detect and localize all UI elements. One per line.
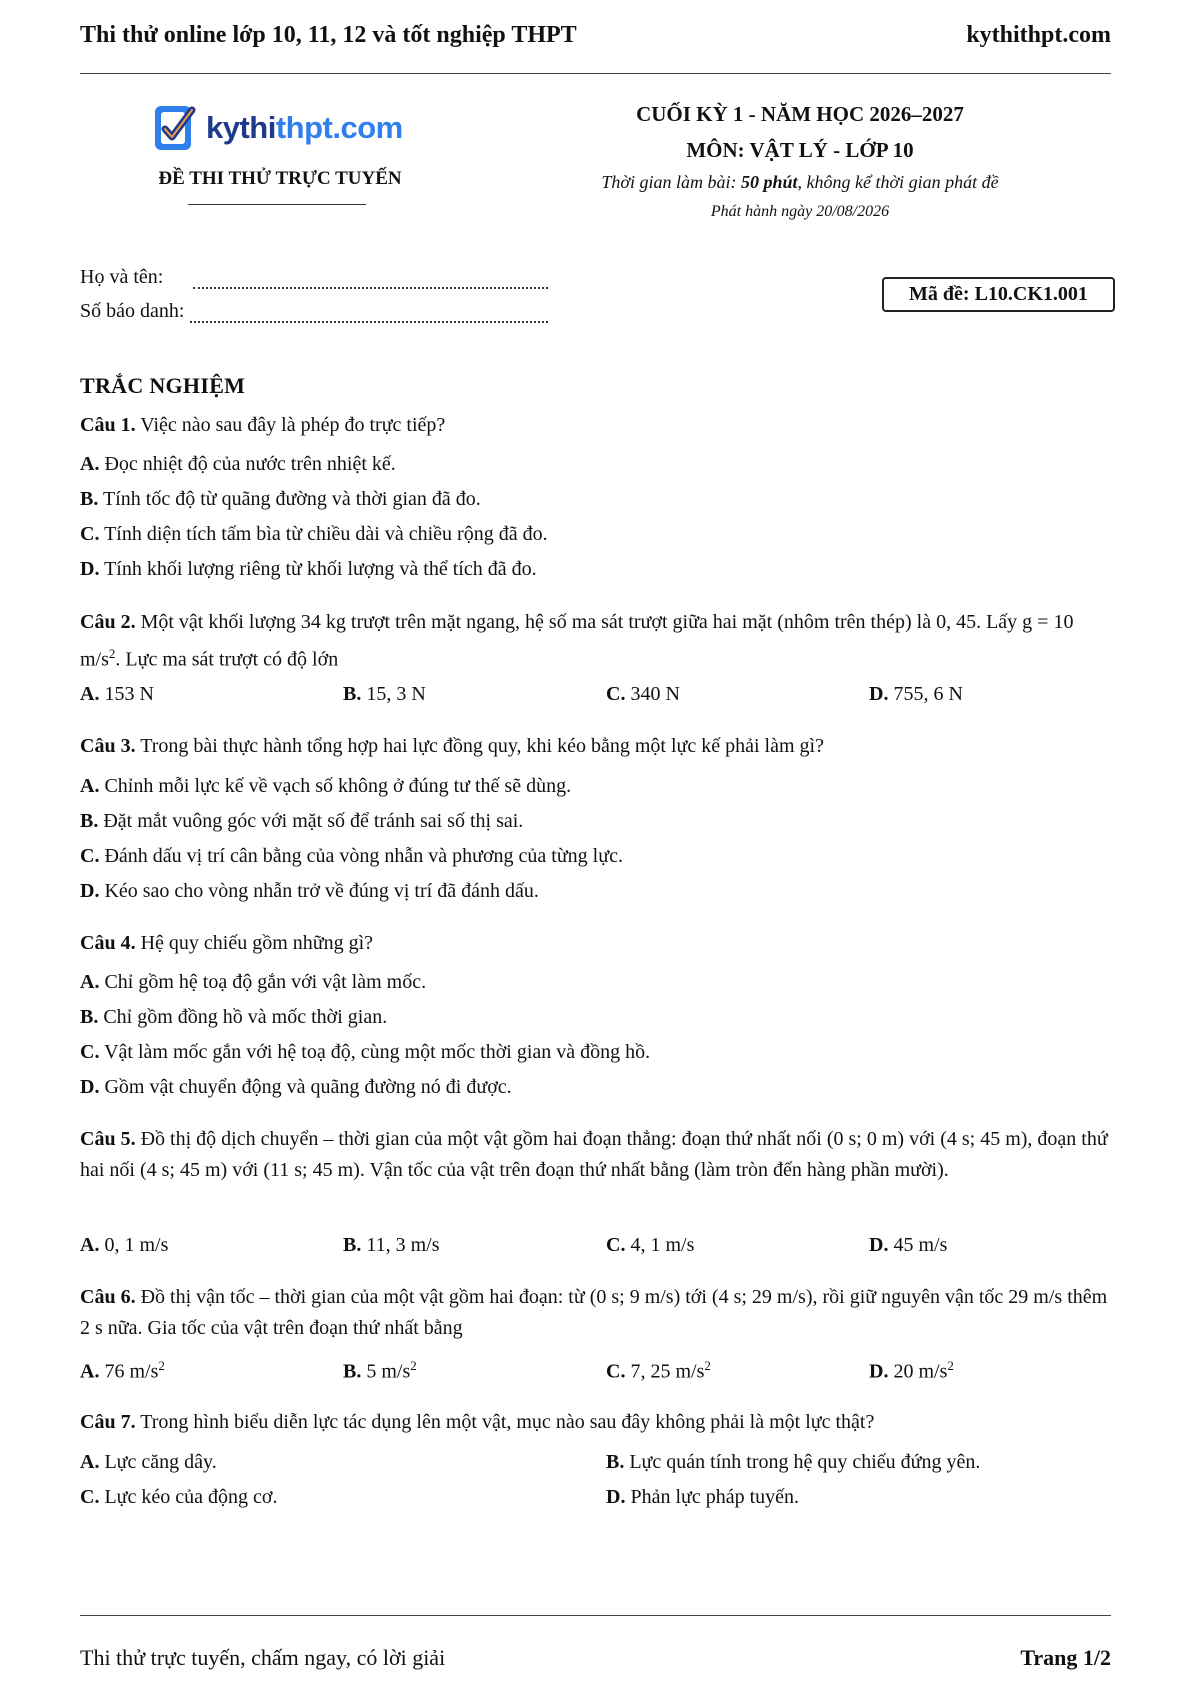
name-field[interactable] [80, 266, 548, 289]
question-1: Câu 1. Việc nào sau đây là phép đo trực tiếp? [80, 414, 446, 436]
q4-option-d[interactable]: D. Gồm vật chuyển động và quãng đường nó đi được. [80, 1076, 512, 1098]
name-label: Họ và tên: [80, 266, 164, 288]
q3-option-c[interactable]: C. Đánh dấu vị trí cân bằng của vòng nhẫn và phương của từng lực. [80, 845, 623, 867]
q6-option-a[interactable]: A. 76 $m/s^2$ [80, 1358, 165, 1383]
q7-option-d[interactable]: D. Phản lực pháp tuyến. [606, 1486, 800, 1508]
q1-option-c[interactable]: C. Tính diện tích tấm bìa từ chiều dài và chiều rộng đã đo. [80, 523, 548, 545]
q3-option-d[interactable]: D. Kéo sao cho vòng nhẫn trở về đúng vị trí đã đánh dấu. [80, 880, 539, 902]
exam-duration: Thời gian làm bài: 50 phút, không kể thời gian phát đề [601, 172, 999, 192]
exam-code-box: Mã đề: L10.CK1.001 [882, 277, 1115, 312]
q1-option-b[interactable]: B. Tính tốc độ từ quãng đường và thời gian đã đo. [80, 488, 481, 510]
exam-info [530, 96, 1070, 221]
candidate-id-input-line[interactable] [190, 305, 548, 323]
q2-option-d[interactable]: D. 755, 6 N [869, 683, 963, 705]
question-7: Câu 7. Trong hình biểu diễn lực tác dụng lên một vật, mục nào sau đây không phải là một lực thật? [80, 1411, 875, 1433]
q6-option-c[interactable]: C. 7, 25 $m/s^2$ [606, 1358, 711, 1383]
page-number: Trang 1/2 [1020, 1645, 1111, 1670]
q6-option-b[interactable]: B. 5 $m/s^2$ [343, 1358, 417, 1383]
exam-type-underline [188, 204, 366, 205]
q2-option-c[interactable]: C. 340 N [606, 683, 680, 705]
q4-option-b[interactable]: B. Chỉ gồm đồng hồ và mốc thời gian. [80, 1006, 388, 1028]
logo-checkmark-icon [152, 102, 200, 154]
question-3: Câu 3. Trong bài thực hành tổng hợp hai lực đồng quy, khi kéo bằng một lực kế phải làm gì? [80, 735, 824, 757]
exam-issue-date: Phát hành ngày 20/08/2026 [710, 203, 890, 220]
footer-tagline: Thi thử trực tuyến, chấm ngay, có lời giải [80, 1645, 446, 1670]
header-divider [80, 73, 1111, 74]
page-header-site[interactable]: kythithpt.com [966, 22, 1111, 48]
q7-option-a[interactable]: A. Lực căng dây. [80, 1451, 217, 1473]
footer-divider [80, 1615, 1111, 1616]
q5-option-a[interactable]: A. 0, 1 m/s [80, 1234, 169, 1256]
question-2: Câu 2. Một vật khối lượng 34 kg trượt trên mặt ngang, hệ số ma sát trượt giữa hai mặt (nhôm trên thép) là 0, 45. Lấy g = 10 $m/s^2$. Lực ma sát trượt có độ lớn [80, 611, 1074, 671]
q6-option-d[interactable]: D. 20 $m/s^2$ [869, 1358, 954, 1383]
q1-option-a[interactable]: A. Đọc nhiệt độ của nước trên nhiệt kế. [80, 453, 396, 475]
exam-term: CUỐI KỲ 1 - NĂM HỌC 2026–2027 [636, 102, 964, 126]
question-5: Câu 5. Đồ thị độ dịch chuyển – thời gian của một vật gồm hai đoạn thẳng: đoạn thứ nhất nối (0 s; 0 m) với (4 s; 45 m), đoạn thứ hai nối (4 s; 45 m) với (11 s; 45 m). Vận tốc của vật trên đoạn thứ nhất bằng (làm tròn đến hàng phần mười). [80, 1128, 1108, 1181]
section-title: TRẮC NGHIỆM [80, 373, 246, 398]
question-4: Câu 4. Hệ quy chiếu gồm những gì? [80, 932, 374, 954]
q3-option-a[interactable]: A. Chỉnh mỗi lực kế về vạch số không ở đúng tư thế sẽ dùng. [80, 775, 572, 797]
q7-option-b[interactable]: B. Lực quán tính trong hệ quy chiếu đứng yên. [606, 1451, 981, 1473]
q7-option-c[interactable]: C. Lực kéo của động cơ. [80, 1486, 278, 1508]
q4-option-c[interactable]: C. Vật làm mốc gắn với hệ toạ độ, cùng một mốc thời gian và đồng hồ. [80, 1041, 651, 1063]
q3-option-b[interactable]: B. Đặt mắt vuông góc với mặt số để tránh sai số thị sai. [80, 810, 524, 832]
q5-option-c[interactable]: C. 4, 1 m/s [606, 1234, 695, 1256]
logo-text: kythithpt.com [206, 110, 403, 145]
q2-option-b[interactable]: B. 15, 3 N [343, 683, 426, 705]
exam-type-label: ĐỀ THI THỬ TRỰC TUYẾN [158, 168, 402, 189]
q1-option-d[interactable]: D. Tính khối lượng riêng từ khối lượng và thể tích đã đo. [80, 558, 537, 580]
q5-option-b[interactable]: B. 11, 3 m/s [343, 1234, 440, 1256]
q5-option-d[interactable]: D. 45 m/s [869, 1234, 948, 1256]
q4-option-a[interactable]: A. Chỉ gồm hệ toạ độ gắn với vật làm mốc. [80, 971, 427, 993]
candidate-id-label: Số báo danh: [80, 300, 185, 322]
exam-subject: MÔN: VẬT LÝ - LỚP 10 [686, 138, 914, 162]
q2-option-a[interactable]: A. 153 N [80, 683, 154, 705]
name-input-line[interactable] [193, 271, 548, 289]
page-header-left: Thi thử online lớp 10, 11, 12 và tốt nghiệp THPT [80, 22, 577, 48]
candidate-id-field[interactable] [80, 300, 548, 323]
question-6: Câu 6. Đồ thị vận tốc – thời gian của một vật gồm hai đoạn: từ (0 s; 9 m/s) tới (4 s; 29 m/s), rồi giữ nguyên vận tốc 29 m/s thêm 2 s nữa. Gia tốc của vật trên đoạn thứ nhất bằng [80, 1286, 1108, 1339]
site-logo[interactable] [152, 102, 412, 154]
